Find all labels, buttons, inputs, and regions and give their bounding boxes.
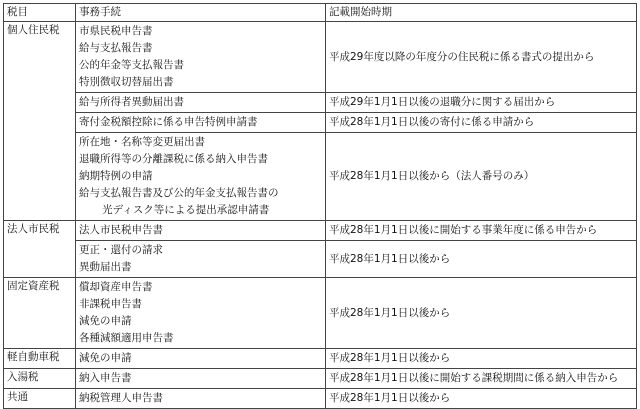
procedure-name: 寄付金税額控除に係る申告特例申請書 — [79, 116, 258, 128]
start-timing-cell: 平成28年1月1日以後から — [326, 349, 637, 369]
procedure-cell — [76, 221, 326, 241]
header-procedure: 事務手続 — [76, 4, 326, 22]
procedure-name: 納税管理人申告書 — [79, 392, 163, 404]
tax-category-cell: 軽自動車税 — [4, 349, 76, 369]
start-timing-cell: 平成28年1月1日以後の寄付に係る申請から — [326, 113, 637, 133]
header-tax: 税目 — [4, 4, 76, 22]
start-timing-cell: 平成29年1月1日以後の退職分に関する届出から — [326, 93, 637, 113]
tax-category-cell: 入湯税 — [4, 369, 76, 389]
procedure-name: 減免の申請 — [79, 352, 132, 364]
start-timing-cell: 平成29年度以降の年度分の住民税に係る書式の提出から — [326, 22, 637, 93]
procedure-name: 給与所得者異動届出書 — [79, 96, 184, 108]
tax-category-cell: 共通 — [4, 389, 76, 409]
start-timing-cell: 平成28年1月1日以後に開始する課税期間に係る納入申告から — [326, 369, 637, 389]
table-row — [4, 133, 637, 221]
table-row — [4, 221, 637, 241]
procedure-cell — [76, 93, 326, 113]
start-timing-cell: 平成28年1月1日以後から — [326, 389, 637, 409]
procedure-name: 退職所得等の分離課税に係る納入申告書 — [79, 153, 268, 165]
procedure-name: 非課税申告書 — [79, 298, 142, 310]
start-timing-cell: 平成28年1月1日以後に開始する事業年度に係る申告から — [326, 221, 637, 241]
table-row — [4, 93, 637, 113]
procedure-name: 納入申告書 — [79, 372, 132, 384]
procedure-cell — [76, 278, 326, 349]
procedure-name: 所在地・名称等変更届出書 — [79, 136, 205, 148]
procedure-name: 減免の申請 — [79, 315, 132, 327]
tax-category-cell: 個人住民税 — [4, 22, 76, 221]
procedure-cell — [76, 349, 326, 369]
procedure-cell — [76, 133, 326, 221]
procedure-cell — [76, 241, 326, 278]
table-row — [4, 113, 637, 133]
procedure-cell — [76, 22, 326, 93]
start-timing-cell: 平成28年1月1日以後から — [326, 278, 637, 349]
start-timing-cell: 平成28年1月1日以後から — [326, 241, 637, 278]
procedure-name: 給与支払報告書及び公的年金支払報告書の — [79, 187, 279, 199]
tax-category-cell: 法人市民税 — [4, 221, 76, 278]
header-start: 記載開始時期 — [326, 4, 637, 22]
procedure-name: 給与支払報告書 — [79, 42, 153, 54]
tax-procedures-table — [3, 3, 637, 409]
table-row — [4, 22, 637, 93]
procedure-name: 償却資産申告書 — [79, 281, 153, 293]
header-row — [4, 4, 637, 22]
tax-category-cell: 固定資産税 — [4, 278, 76, 349]
procedure-cell — [76, 369, 326, 389]
procedure-name: 特別徴収切替届出書 — [79, 76, 174, 88]
procedure-name: 市県民税申告書 — [79, 25, 153, 37]
procedure-name: 法人市民税申告書 — [79, 224, 163, 236]
procedure-name: 納期特例の申請 — [79, 170, 153, 182]
table-row — [4, 241, 637, 278]
table-row — [4, 369, 637, 389]
procedure-name: 更正・還付の請求 — [79, 244, 163, 256]
procedure-name: 公的年金等支払報告書 — [79, 59, 184, 71]
start-timing-cell: 平成28年1月1日以後から（法人番号のみ） — [326, 133, 637, 221]
procedure-cell — [76, 113, 326, 133]
procedure-name: 異動届出書 — [79, 261, 132, 273]
procedure-name: 各種減額適用申告書 — [79, 332, 174, 344]
table-body — [4, 4, 637, 409]
table-row — [4, 349, 637, 369]
table-row — [4, 278, 637, 349]
procedure-name: 光ディスク等による提出承認申請書 — [102, 204, 270, 216]
